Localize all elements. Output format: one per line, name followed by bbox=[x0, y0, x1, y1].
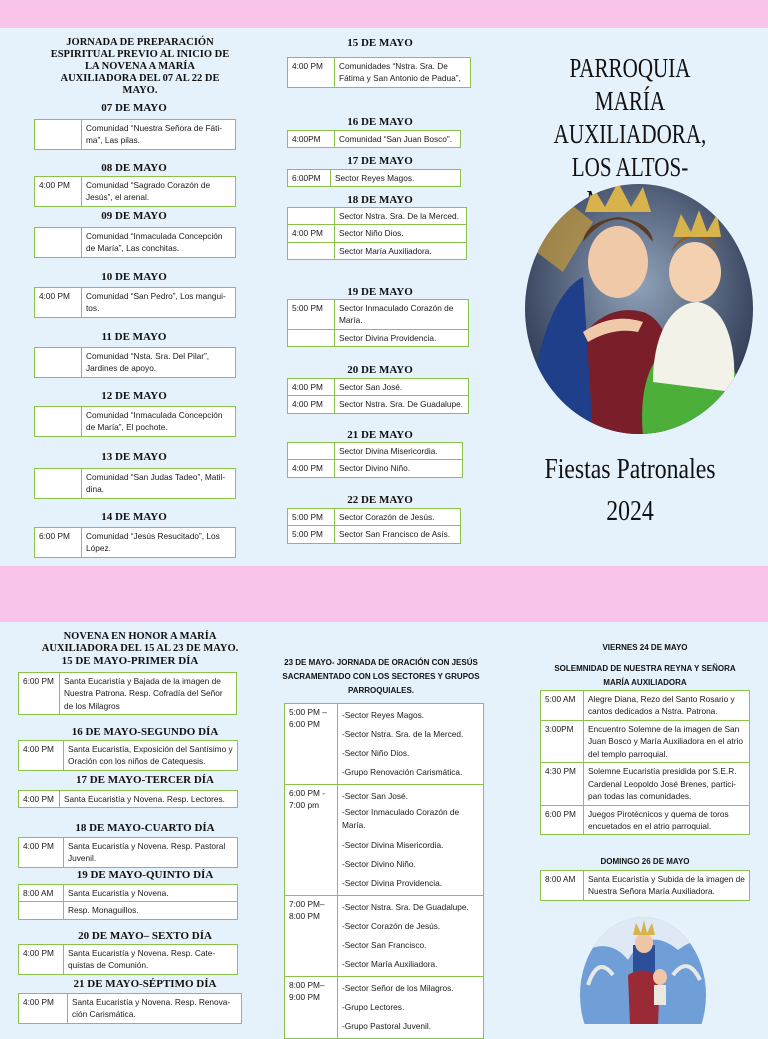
table-row: 4:30 PM Solemne Eucaristía presidida por S.E.R. Cardenal Leopoldo José Brenes, partici-pan todas las comunidades. bbox=[541, 763, 750, 805]
table-row: 4:00 PM Comunidad “San Pedro”, Los mangui-tos. bbox=[35, 288, 236, 318]
table-row: 8:00 AM Santa Eucaristía y Novena. bbox=[19, 885, 238, 902]
schedule-table bbox=[287, 169, 461, 187]
oracion-heading: 23 DE MAYO- JORNADA DE ORACIÓN CON JESÚS SACRAMENTADO CON LOS SECTORES Y GRUPOS PARROQUIALES. bbox=[282, 658, 480, 695]
table-row: 4:00 PM Comunidades “Nstra. Sra. De Fátima y San Antonio de Padua”, bbox=[288, 58, 471, 88]
table-row: 4:00 PM Comunidad “Sagrado Corazón de Jesús”, el arenal. bbox=[35, 177, 236, 207]
table-row: 8:00 AM Santa Eucaristía y Subida de la imagen de Nuestra Señora María Auxiliadora. bbox=[541, 871, 750, 901]
table-row: Resp. Monaguillos. bbox=[19, 902, 238, 919]
day-heading: 12 DE MAYO bbox=[101, 390, 167, 402]
table-row: 4:00 PM Santa Eucaristía y Novena. Resp. Lectores. bbox=[19, 791, 238, 808]
day-heading: 13 DE MAYO bbox=[101, 451, 167, 463]
novena-day-heading: 18 DE MAYO-CUARTO DÍA bbox=[75, 822, 215, 834]
table-row: 4:00 PM Santa Eucaristía, Exposición del Santísimo y Oración con los niños de Catequesis. bbox=[19, 741, 238, 771]
statue-procession-image bbox=[578, 915, 708, 1024]
schedule-table bbox=[18, 993, 242, 1024]
day-heading: 17 DE MAYO bbox=[347, 155, 413, 167]
schedule-table bbox=[18, 837, 238, 868]
table-row: 4:00PM Comunidad “San Juan Bosco”. bbox=[288, 131, 461, 148]
table-row: Comunidad “Inmaculada Concepción de María”, El pochote. bbox=[35, 407, 236, 437]
table-row: 4:00 PM Sector San José. bbox=[288, 379, 469, 396]
table-row: 4:00 PM Santa Eucaristía y Novena. Resp. Cate-quistas de Comunión. bbox=[19, 945, 238, 975]
novena-day-heading: 20 DE MAYO– SEXTO DÍA bbox=[78, 930, 212, 942]
day-heading: 11 DE MAYO bbox=[101, 331, 167, 343]
table-row: 4:00 PM Sector Niño Dios. bbox=[288, 225, 467, 242]
table-row: 6:00 PM Comunidad “Jesús Resucitado”, Los López. bbox=[35, 528, 236, 558]
table-row: 6:00 PM Juegos Pirotécnicos y quema de toros encuetados en el atrio parroquial. bbox=[541, 805, 750, 835]
schedule-table bbox=[34, 406, 236, 437]
schedule-table bbox=[18, 884, 238, 920]
schedule-table bbox=[287, 207, 467, 260]
day-heading: 21 DE MAYO bbox=[347, 429, 413, 441]
schedule-table bbox=[34, 176, 236, 207]
table-row: 3:00PM Encuentro Solemne de la imagen de San Juan Bosco y María Auxiliadora en el atrio del templo parroquial. bbox=[541, 720, 750, 762]
table-row: Comunidad “Nsta. Sra. Del Pilar”, Jardines de apoyo. bbox=[35, 348, 236, 378]
schedule-table bbox=[287, 378, 469, 414]
fiestas-title: Fiestas Patronales 2024 bbox=[544, 453, 716, 527]
day-heading: 14 DE MAYO bbox=[101, 511, 167, 523]
novena-day-heading: 15 DE MAYO-PRIMER DÍA bbox=[61, 655, 199, 667]
schedule-table bbox=[287, 508, 461, 544]
schedule-table bbox=[34, 468, 236, 499]
day-heading: 07 DE MAYO bbox=[101, 102, 167, 114]
schedule-table bbox=[287, 442, 463, 478]
table-row: 4:00 PM Sector Divino Niño. bbox=[288, 460, 463, 477]
novena-day-heading: 21 DE MAYO-SÉPTIMO DÍA bbox=[73, 978, 217, 990]
table-row: 5:00 PM – 6:00 PM -Sector Reyes Magos. -Sector Nstra. Sra. de la Merced. -Sector Niño Dios. -Grupo Renovación Carismática. bbox=[285, 704, 484, 785]
schedule-table bbox=[18, 790, 238, 808]
table-row: Comunidad “San Judas Tadeo”, Matil-dina. bbox=[35, 469, 236, 499]
schedule-table bbox=[18, 672, 237, 715]
top-pink-band bbox=[0, 0, 768, 28]
table-row: 4:00 PM Santa Eucaristía y Novena. Resp. Pastoral Juvenil. bbox=[19, 838, 238, 868]
table-row: 5:00 PM Sector Inmaculado Corazón de María. bbox=[288, 300, 469, 330]
viernes-heading: VIERNES 24 DE MAYO bbox=[602, 643, 688, 652]
schedule-table bbox=[18, 740, 238, 771]
table-row: 5:00 AM Alegre Diana, Rezo del Santo Rosario y cantos dedicados a Nstra. Patrona. bbox=[541, 691, 750, 721]
table-row: 6:00PM Sector Reyes Magos. bbox=[288, 170, 461, 187]
table-row: 6:00 PM Santa Eucaristía y Bajada de la imagen de Nuestra Patrona. Resp. Cofradía del Señor de los Milagros bbox=[19, 673, 237, 715]
novena-intro: NOVENA EN HONOR A MARÍA AUXILIADORA DEL 15 AL 23 DE MAYO. bbox=[41, 631, 239, 655]
solemnidad-heading: SOLEMNIDAD DE NUESTRA REYNA Y SEÑORA MARÍA AUXILIADORA bbox=[554, 664, 736, 687]
day-heading: 09 DE MAYO bbox=[101, 210, 167, 222]
table-row: 6:00 PM - 7:00 pm -Sector San José. -Sector Inmaculado Corazón de María. -Sector Divina Misericordia. -Sector Divino Niño. -Sector Divina Providencia. bbox=[285, 785, 484, 896]
day-heading: 22 DE MAYO bbox=[347, 494, 413, 506]
table-row: Sector Divina Providencia. bbox=[288, 329, 469, 346]
schedule-table bbox=[34, 119, 236, 150]
table-row: 4:00 PM Sector Nstra. Sra. De Guadalupe. bbox=[288, 396, 469, 413]
table-row: Comunidad “Inmaculada Concepción de María”, Las conchitas. bbox=[35, 228, 236, 258]
table-row: 4:00 PM Santa Eucaristía y Novena. Resp. Renova-ción Carismática. bbox=[19, 994, 242, 1024]
parish-title: PARROQUIA MARÍA AUXILIADORA, LOS ALTOS- bbox=[553, 53, 707, 182]
table-row: Comunidad “Nuestra Señora de Fáti-ma”, Las pilas. bbox=[35, 120, 236, 150]
schedule-table bbox=[287, 130, 461, 148]
schedule-table bbox=[287, 57, 471, 88]
schedule-table bbox=[34, 347, 236, 378]
schedule-table bbox=[34, 227, 236, 258]
day-heading: 18 DE MAYO bbox=[347, 194, 413, 206]
oracion-table bbox=[284, 703, 484, 1039]
novena-day-heading: 16 DE MAYO-SEGUNDO DÍA bbox=[71, 726, 219, 738]
day-heading: 20 DE MAYO bbox=[347, 364, 413, 376]
solemnidad-table bbox=[540, 690, 750, 835]
day-heading: 08 DE MAYO bbox=[101, 162, 167, 174]
schedule-table bbox=[34, 527, 236, 558]
jornada-intro: JORNADA DE PREPARACIÓN ESPIRITUAL PREVIO AL INICIO DE LA NOVENA A MARÍA AUXILIADORA DEL 07 AL 22 DE MAYO. bbox=[50, 37, 230, 97]
novena-day-heading: 17 DE MAYO-TERCER DÍA bbox=[75, 774, 215, 786]
table-row: Sector Nstra. Sra. De la Merced. bbox=[288, 208, 467, 225]
table-row: 8:00 PM– 9:00 PM -Sector Señor de los Milagros. -Grupo Lectores. -Grupo Pastoral Juvenil. bbox=[285, 977, 484, 1039]
middle-pink-band bbox=[0, 566, 768, 622]
novena-day-heading: 19 DE MAYO-QUINTO DÍA bbox=[76, 869, 214, 881]
schedule-table bbox=[34, 287, 236, 318]
table-row: Sector Divina Misericordia. bbox=[288, 443, 463, 460]
day-heading: 15 DE MAYO bbox=[347, 37, 413, 49]
table-row: 5:00 PM Sector Corazón de Jesús. bbox=[288, 509, 461, 526]
table-row: 7:00 PM– 8:00 PM -Sector Nstra. Sra. De Guadalupe. -Sector Corazón de Jesús. -Sector San Francisco. -Sector María Auxiliadora. bbox=[285, 896, 484, 977]
schedule-table bbox=[18, 944, 238, 975]
virgin-mary-image bbox=[523, 182, 755, 436]
schedule-table bbox=[287, 299, 469, 347]
day-heading: 16 DE MAYO bbox=[347, 116, 413, 128]
table-row: 5:00 PM Sector San Francisco de Asís. bbox=[288, 526, 461, 543]
day-heading: 19 DE MAYO bbox=[347, 286, 413, 298]
day-heading: 10 DE MAYO bbox=[101, 271, 167, 283]
domingo-table bbox=[540, 870, 750, 901]
domingo-heading: DOMINGO 26 DE MAYO bbox=[600, 857, 690, 866]
table-row: Sector María Auxiliadora. bbox=[288, 242, 467, 259]
